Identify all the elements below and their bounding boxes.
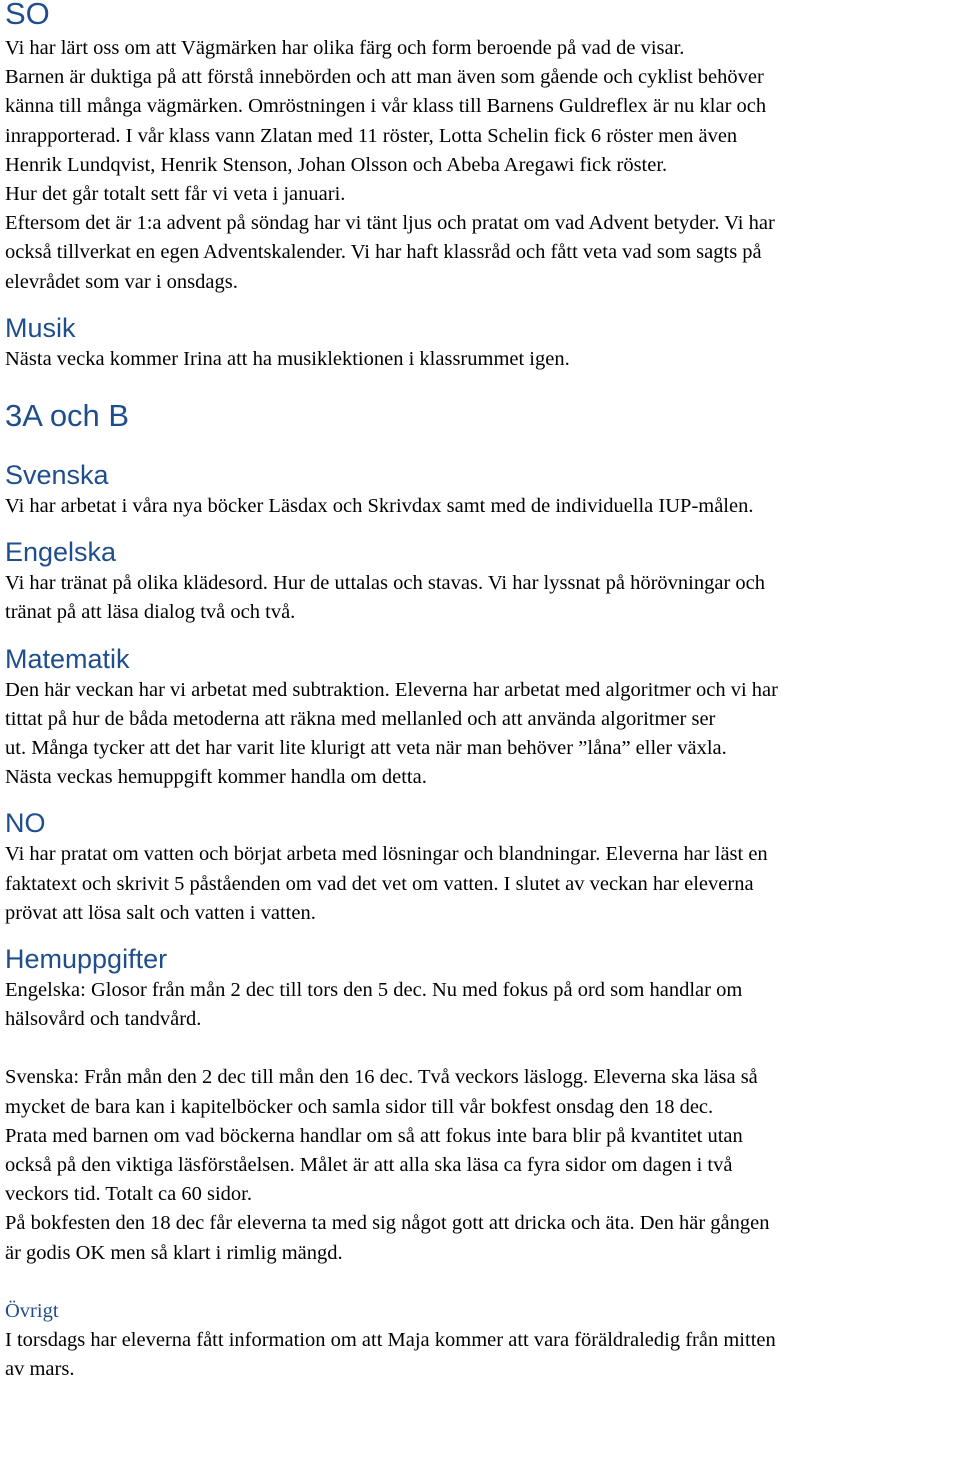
text-line: Vi har arbetat i våra nya böcker Läsdax och Skrivdax samt med de individuella IUP-målen. [5, 495, 754, 518]
section-heading-hemuppgifter: Hemuppgifter [5, 944, 168, 975]
svenska-paragraph [5, 492, 955, 521]
section-heading-ovrigt: Övrigt [5, 1299, 59, 1322]
text-line: är godis OK men så klart i rimlig mängd. [5, 1241, 343, 1264]
section-heading-musik: Musik [5, 312, 76, 343]
text-line: tränat på att läsa dialog två och två. [5, 601, 296, 624]
text-line: Vi har pratat om vatten och börjat arbeta med lösningar och blandningar. Eleverna har läst en [5, 843, 768, 866]
text-line: Nästa veckas hemuppgift kommer handla om detta. [5, 766, 427, 789]
section-heading-svenska: Svenska [5, 460, 109, 491]
text-line: Nästa vecka kommer Irina att ha musiklektionen i klassrummet igen. [5, 347, 570, 370]
hemuppgifter-paragraph-2 [5, 1063, 955, 1267]
text-line: ut. Många tycker att det har varit lite klurigt att veta när man behöver ”låna” eller växla. [5, 737, 727, 760]
text-line: Vi har tränat på olika klädesord. Hur de uttalas och stavas. Vi har lyssnat på hörövningar och [5, 572, 766, 595]
text-line: Vi har lärt oss om att Vägmärken har olika färg och form beroende på vad de visar. [5, 37, 685, 59]
hemuppgifter-paragraph-1 [5, 976, 955, 1034]
so-paragraph [5, 34, 955, 297]
text-line: Barnen är duktiga på att förstå innebörden och att man även som gående och cyklist behöver [5, 66, 764, 89]
text-line: Prata med barnen om vad böckerna handlar om så att fokus inte bara blir på kvantitet utan [5, 1124, 743, 1147]
ovrigt-paragraph [5, 1326, 955, 1384]
text-line: Eftersom det är 1:a advent på söndag har vi tänt ljus och pratat om vad Advent betyder. Vi har [5, 212, 775, 235]
matematik-paragraph [5, 676, 955, 793]
document-page [5, 0, 955, 1384]
section-heading-engelska: Engelska [5, 537, 117, 568]
class-heading: 3A och B [5, 398, 130, 434]
section-heading-so: SO [5, 0, 50, 31]
text-line: mycket de bara kan i kapitelböcker och samla sidor till vår bokfest onsdag den 18 dec. [5, 1095, 714, 1118]
text-line: tittat på hur de båda metoderna att räkna med mellanled och att använda algoritmer ser [5, 707, 716, 730]
text-line: veckors tid. Totalt ca 60 sidor. [5, 1183, 252, 1206]
text-line: Engelska: Glosor från mån 2 dec till tors den 5 dec. Nu med fokus på ord som handlar om [5, 979, 743, 1002]
text-line: Svenska: Från mån den 2 dec till mån den 16 dec. Två veckors läslogg. Eleverna ska läsa så [5, 1066, 758, 1089]
text-line: I torsdags har eleverna fått information om att Maja kommer att vara föräldraledig från mitten [5, 1328, 776, 1351]
text-line: elevrådet som var i onsdags. [5, 270, 238, 293]
text-line: hälsovård och tandvård. [5, 1008, 202, 1031]
text-line: inrapporterad. I vår klass vann Zlatan med 11 röster, Lotta Schelin fick 6 röster men även [5, 124, 738, 147]
text-line: också på den viktiga läsförståelsen. Målet är att alla ska läsa ca fyra sidor om dagen i två [5, 1154, 733, 1177]
text-line: av mars. [5, 1358, 75, 1381]
no-paragraph [5, 840, 955, 928]
text-line: faktatext och skrivit 5 påståenden om vad det vet om vatten. I slutet av veckan har eleverna [5, 872, 754, 895]
text-line: prövat att lösa salt och vatten i vatten. [5, 901, 316, 924]
text-line: också tillverkat en egen Adventskalender. Vi har haft klassråd och fått veta vad som sagts på [5, 241, 762, 264]
musik-paragraph [5, 345, 955, 374]
engelska-paragraph [5, 569, 955, 627]
text-line: känna till många vägmärken. Omröstningen i vår klass till Barnens Guldreflex är nu klar och [5, 95, 767, 118]
text-line: Hur det går totalt sett får vi veta i januari. [5, 183, 346, 206]
text-line: Den här veckan har vi arbetat med subtraktion. Eleverna har arbetat med algoritmer och vi har [5, 678, 778, 701]
section-heading-no: NO [5, 808, 46, 839]
section-heading-matematik: Matematik [5, 643, 130, 674]
text-line: Henrik Lundqvist, Henrik Stenson, Johan Olsson och Abeba Aregawi fick röster. [5, 153, 668, 176]
text-line: På bokfesten den 18 dec får eleverna ta med sig något gott att dricka och äta. Den här gången [5, 1212, 770, 1235]
